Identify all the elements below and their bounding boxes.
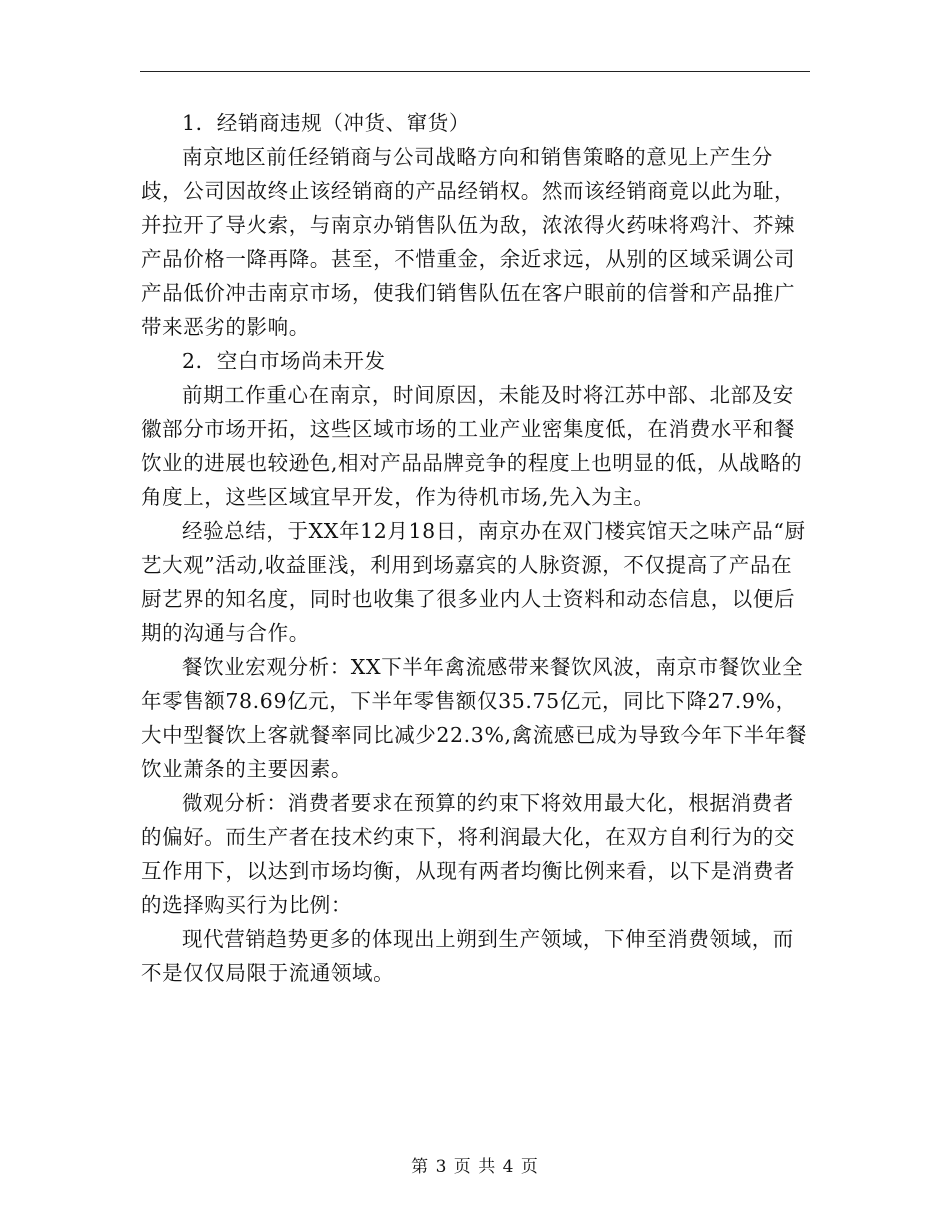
paragraph-experience-summary: 经验总结，于XX年12月18日，南京办在双门楼宾馆天之味产品“厨艺大观”活动,收益匪浅，利用到场嘉宾的人脉资源，不仅提高了产品在厨艺界的知名度，同时也收集了很多业内人士资料和动态信息，以便后期的沟通与合作。 <box>141 519 806 645</box>
paragraph-dealer-violation: 南京地区前任经销商与公司战略方向和销售策略的意见上产生分歧，公司因故终止该经销商的产品经销权。然而该经销商竟以此为耻，并拉开了导火索，与南京办销售队伍为敌，浓浓得火药味将鸡汁、芥辣产品价格一降再降。甚至，不惜重金，余近求远，从别的区域采调公司产品低价冲击南京市场，使我们销售队伍在客户眼前的信誉和产品推广带来恶劣的影响。 <box>141 145 796 339</box>
paragraph-marketing-trend: 现代营销趋势更多的体现出上朔到生产领域，下伸至消费领域，而不是仅仅局限于流通领域。 <box>141 927 794 985</box>
paragraph-micro-analysis: 微观分析：消费者要求在预算的约束下将效用最大化，根据消费者的偏好。而生产者在技术约束下，将利润最大化，在双方自利行为的交互作用下，以达到市场均衡，从现有两者均衡比例来看，以下是消费者的选择购买行为比例： <box>141 791 796 917</box>
heading-blank-market: 2．空白市场尚未开发 <box>182 349 386 373</box>
document-body <box>141 106 811 990</box>
heading-dealer-violation: 1．经销商违规（冲货、窜货） <box>182 111 470 135</box>
paragraph-blank-market: 前期工作重心在南京，时间原因，未能及时将江苏中部、北部及安徽部分市场开拓，这些区域市场的工业产业密集度低，在消费水平和餐饮业的进展也较逊色,相对产品品牌竞争的程度上也明显的低，从战略的角度上，这些区域宜早开发，作为待机市场,先入为主。 <box>141 383 803 509</box>
header-rule <box>140 71 810 72</box>
page-footer: 第 3 页 共 4 页 <box>411 1157 539 1177</box>
paragraph-macro-analysis: 餐饮业宏观分析：XX下半年禽流感带来餐饮风波，南京市餐饮业全年零售额78.69亿元，下半年零售额仅35.75亿元，同比下降27.9%，大中型餐饮上客就餐率同比减少22.3%,禽流感已成为导致今年下半年餐饮业萧条的主要因素。 <box>141 655 808 781</box>
